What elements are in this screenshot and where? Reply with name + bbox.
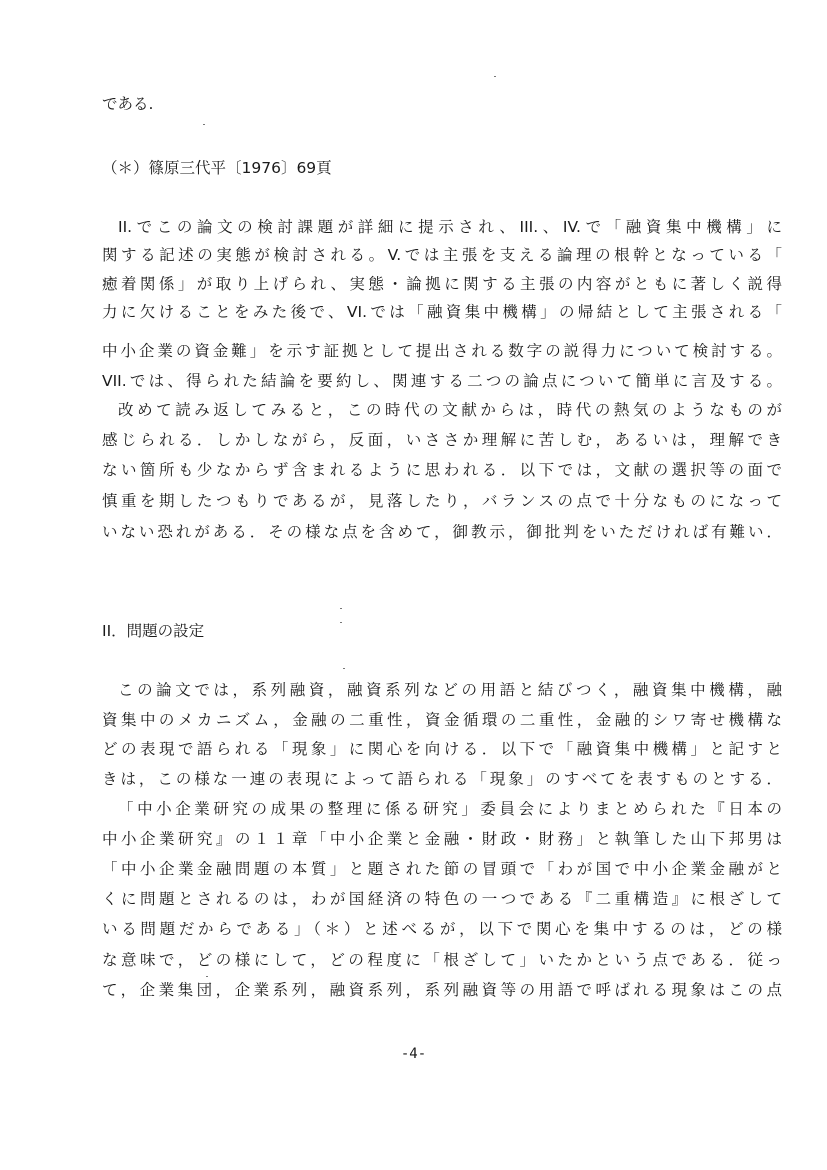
- paragraph-line: な意味で，どの様にして，どの程度に「根ざして」いたかという点である．従っ: [102, 951, 782, 969]
- paragraph-line: いる問題だからである」（＊）と述べるが，以下で関心を集中するのは，どの様: [102, 920, 782, 938]
- paragraph-line: ない箇所も少なからず含まれるように思われる．以下では，文献の選択等の面で: [102, 461, 782, 479]
- paragraph-line: 癒着関係」が取り上げられ、実態・論拠に関する主張の内容がともに著しく説得: [102, 275, 782, 293]
- paragraph-line: 慎重を期したつもりであるが，見落したり，バランスの点で十分なものになって: [102, 492, 782, 510]
- scan-speck: [494, 76, 496, 77]
- paragraph-line: 「中小企業研究の成果の整理に係る研究」委員会によりまとめられた『日本の: [118, 800, 782, 818]
- paragraph-line: 改めて読み返してみると，この時代の文献からは，時代の熱気のようなものが: [118, 401, 782, 419]
- paragraph-line: くに問題とされるのは，わが国経済の特色の一つである『二重構造』に根ざして: [102, 890, 782, 908]
- section-heading: II．問題の設定: [102, 622, 205, 640]
- paragraph-line: いない恐れがある．その様な点を含めて，御教示，御批判をいただければ有難い．: [102, 523, 782, 541]
- scan-speck: [206, 976, 208, 977]
- paragraph-line: 「中小企業金融問題の本質」と題された節の冒頭で「わが国で中小企業金融がと: [102, 860, 782, 878]
- intro-line: である.: [102, 95, 154, 113]
- paragraph-line: 感じられる．しかしながら，反面，いささか理解に苦しむ，あるいは，理解でき: [102, 431, 782, 449]
- paragraph-line: どの表現で語られる「現象」に関心を向ける．以下で「融資集中機構」と記すと: [102, 740, 782, 758]
- footnote: （＊）篠原三代平〔1976〕69頁: [102, 159, 332, 177]
- paragraph-line: 資集中のメカニズム，金融の二重性，資金循環の二重性，金融的シワ寄せ機構な: [102, 711, 782, 729]
- scan-speck: [203, 124, 205, 125]
- scan-speck: [343, 668, 345, 669]
- paragraph-line: 中小企業の資金難」を示す証拠として提出される数字の説得力について検討する。: [102, 342, 782, 360]
- paragraph-line: 中小企業研究』の１１章「中小企業と金融・財政・財務」と執筆した山下邦男は: [102, 830, 782, 848]
- paragraph-line: て，企業集団，企業系列，融資系列，系列融資等の用語で呼ばれる現象はこの点: [102, 981, 782, 999]
- paragraph-line: きは，この様な一連の表現によって語られる「現象」のすべてを表すものとする．: [102, 770, 782, 788]
- paragraph-line: VII.では、得られた結論を要約し、関連する二つの論点について簡単に言及する。: [102, 372, 782, 390]
- paragraph-line: 関する記述の実態が検討される。V.では主張を支える論理の根幹となっている「: [102, 246, 782, 264]
- paragraph-line: II.でこの論文の検討課題が詳細に提示され、III.、IV.で「融資集中機構」に: [118, 218, 782, 236]
- page-number: -4-: [400, 1046, 427, 1062]
- scan-speck: [340, 608, 342, 609]
- paragraph-line: この論文では，系列融資，融資系列などの用語と結びつく，融資集中機構，融: [118, 681, 782, 699]
- paragraph-line: 力に欠けることをみた後で、VI.では「融資集中機構」の帰結として主張される「: [102, 303, 782, 321]
